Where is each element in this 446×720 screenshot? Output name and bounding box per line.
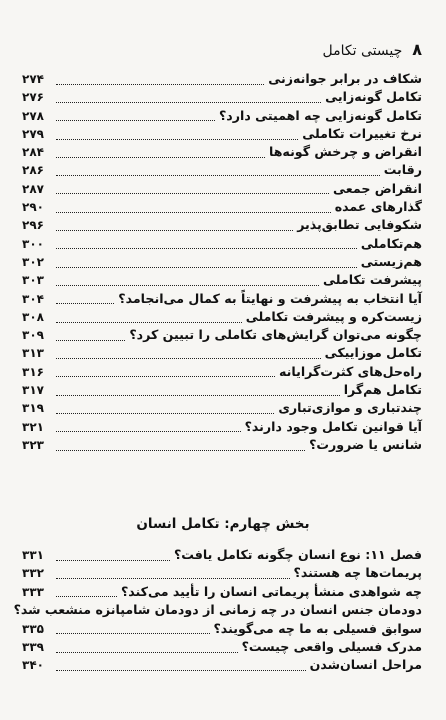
toc-entry-page: ۳۳۹ — [22, 639, 44, 654]
toc-entry-title: مدرک فسیلی واقعی چیست؟ — [241, 638, 422, 654]
toc-entry — [22, 253, 422, 271]
dot-leader — [56, 165, 380, 176]
dot-leader — [56, 312, 242, 323]
dot-leader — [56, 202, 331, 213]
toc-entry-page — [0, 601, 6, 619]
toc-entry — [22, 363, 422, 381]
toc-entry-page: ۳۱۶ — [22, 364, 44, 379]
dot-leader — [56, 220, 293, 231]
dot-leader — [56, 403, 274, 414]
toc-entry — [22, 656, 422, 674]
toc-entry-title: تکامل موزاییکی — [324, 345, 422, 361]
header-title: چیستی تکامل — [322, 43, 403, 59]
toc-entry — [22, 546, 422, 564]
toc-entry — [22, 381, 422, 399]
toc-entry-title: آیا قوانین تکامل وجود دارند؟ — [244, 418, 422, 434]
toc-entry-page: ۳۳۲ — [22, 566, 44, 581]
toc-section-3-list — [22, 70, 422, 454]
toc-entry-page: ۳۰۸ — [22, 309, 44, 324]
dot-leader — [56, 385, 340, 396]
toc-entry-title: پریمات‌ها چه هستند؟ — [293, 565, 422, 581]
dot-leader — [56, 238, 357, 249]
dot-leader — [56, 293, 114, 304]
toc-entry-title: رقابت — [383, 162, 422, 178]
toc-entry-page: ۳۰۹ — [22, 328, 44, 343]
toc-entry — [22, 235, 422, 253]
toc-entry — [22, 620, 422, 638]
toc-entry-page: ۳۳۵ — [22, 621, 44, 636]
toc-entry-title: چگونه می‌توان گرایش‌های تکاملی را تبیین کرد؟ — [129, 327, 422, 343]
toc-entry-title: انقراض جمعی — [333, 180, 422, 196]
dot-leader — [56, 568, 290, 579]
toc-entry — [22, 107, 422, 125]
dot-leader — [56, 92, 321, 103]
dot-leader — [56, 623, 210, 634]
toc-entry — [22, 70, 422, 88]
toc-entry-title: سوابق فسیلی به ما چه می‌گویند؟ — [213, 620, 422, 636]
toc-entry — [22, 216, 422, 234]
toc-entry-title: شکوفایی تطابق‌پذیر — [297, 217, 422, 233]
toc-entry-page: ۲۸۴ — [22, 145, 44, 160]
toc-entry — [22, 88, 422, 106]
toc-entry-title: نرخ تغییرات تکاملی — [302, 125, 422, 141]
dot-leader — [56, 74, 264, 85]
toc-entry-page: ۳۱۹ — [22, 401, 44, 416]
toc-entry-page: ۲۹۰ — [22, 200, 44, 215]
toc-entry — [22, 399, 422, 417]
toc-entry-page: ۲۷۸ — [22, 108, 44, 123]
toc-entry-title: هم‌زیستی — [360, 253, 422, 269]
dot-leader — [56, 257, 357, 268]
toc-entry — [22, 180, 422, 198]
dot-leader — [56, 110, 215, 121]
section-title: بخش چهارم: تکامل انسان — [136, 516, 310, 532]
toc-entry-page: ۳۱۷ — [22, 383, 44, 398]
toc-entry — [22, 326, 422, 344]
toc-entry — [22, 436, 422, 454]
toc-entry-page: ۳۰۰ — [22, 236, 44, 251]
toc-entry-page: ۲۷۶ — [22, 90, 44, 105]
toc-entry-title: دودمان جنس انسان در چه زمانی از دودمان شامپانزه منشعب شد؟ — [13, 602, 422, 618]
toc-entry — [22, 583, 422, 601]
toc-entry-title: زیست‌کره و پیشرفت تکاملی — [245, 308, 422, 324]
toc-entry-title: تکامل گونه‌زایی چه اهمیتی دارد؟ — [218, 107, 422, 123]
toc-entry-page: ۲۹۶ — [22, 218, 44, 233]
toc-entry-title: شانس یا ضرورت؟ — [309, 436, 422, 452]
toc-entry-page: ۲۸۶ — [22, 163, 44, 178]
toc-entry-title: راه‌حل‌های کثرت‌گرایانه — [279, 363, 422, 379]
dot-leader — [56, 660, 306, 671]
dot-leader — [56, 348, 321, 359]
running-header — [24, 40, 422, 59]
toc-entry — [13, 601, 422, 619]
toc-entry-page: ۳۰۲ — [22, 254, 44, 269]
toc-entry — [22, 418, 422, 436]
toc-entry-page: ۲۷۹ — [22, 126, 44, 141]
toc-entry-title: فصل ۱۱: نوع انسان چگونه تکامل یافت؟ — [173, 547, 422, 562]
toc-entry-page: ۳۳۱ — [22, 548, 44, 562]
toc-entry-page: ۳۰۳ — [22, 273, 44, 288]
toc-entry — [22, 290, 422, 308]
toc-entry-title: شکاف در برابر جوانه‌زنی — [268, 71, 422, 86]
toc-entry-page: ۲۷۴ — [22, 72, 44, 86]
dot-leader — [56, 642, 238, 653]
dot-leader — [56, 550, 170, 561]
toc-entry — [22, 564, 422, 582]
toc-entry-page: ۳۰۴ — [22, 291, 44, 306]
dot-leader — [56, 147, 265, 158]
toc-entry-title: چه شواهدی منشأ پریماتی انسان را تأیید می‌کند؟ — [120, 583, 422, 599]
toc-entry-page: ۳۲۳ — [22, 437, 44, 452]
toc-entry — [22, 198, 422, 216]
toc-entry — [22, 143, 422, 161]
dot-leader — [56, 586, 117, 597]
dot-leader — [56, 183, 329, 194]
toc-entry-title: تکامل گونه‌زایی — [325, 89, 422, 105]
dot-leader — [56, 421, 241, 432]
toc-entry-page: ۳۴۰ — [22, 658, 44, 673]
toc-entry-page: ۳۱۳ — [22, 346, 44, 361]
toc-entry — [22, 344, 422, 362]
dot-leader — [56, 440, 305, 451]
toc-entry-page: ۳۳۳ — [22, 584, 44, 599]
toc-entry-page: ۲۸۷ — [22, 181, 44, 196]
toc-entry-title: چندتباری و موازی‌تباری — [278, 400, 422, 416]
dot-leader — [56, 366, 275, 377]
dot-leader — [56, 275, 319, 286]
header-page-number: ۸ — [412, 40, 422, 59]
toc-section-4-list — [13, 546, 422, 675]
toc-entry-title: پیشرفت تکاملی — [323, 272, 422, 288]
toc-entry — [22, 271, 422, 289]
toc-entry-page: ۳۲۱ — [22, 419, 44, 434]
dot-leader — [56, 330, 125, 341]
toc-entry-title: تکامل هم‌گرا — [343, 382, 422, 398]
toc-entry — [22, 125, 422, 143]
dot-leader — [56, 129, 298, 140]
toc-entry-title: مراحل انسان‌شدن — [309, 657, 422, 673]
toc-entry-title: انقراض و چرخش گونه‌ها — [268, 144, 422, 160]
toc-entry-title: آیا انتخاب به پیشرفت و نهایتاً به کمال می‌انجامد؟ — [118, 290, 422, 306]
toc-entry — [22, 161, 422, 179]
toc-entry — [22, 308, 422, 326]
toc-entry-title: هم‌تکاملی — [360, 235, 422, 251]
toc-entry-title: گذارهای عمده — [334, 199, 422, 215]
toc-entry — [22, 638, 422, 656]
